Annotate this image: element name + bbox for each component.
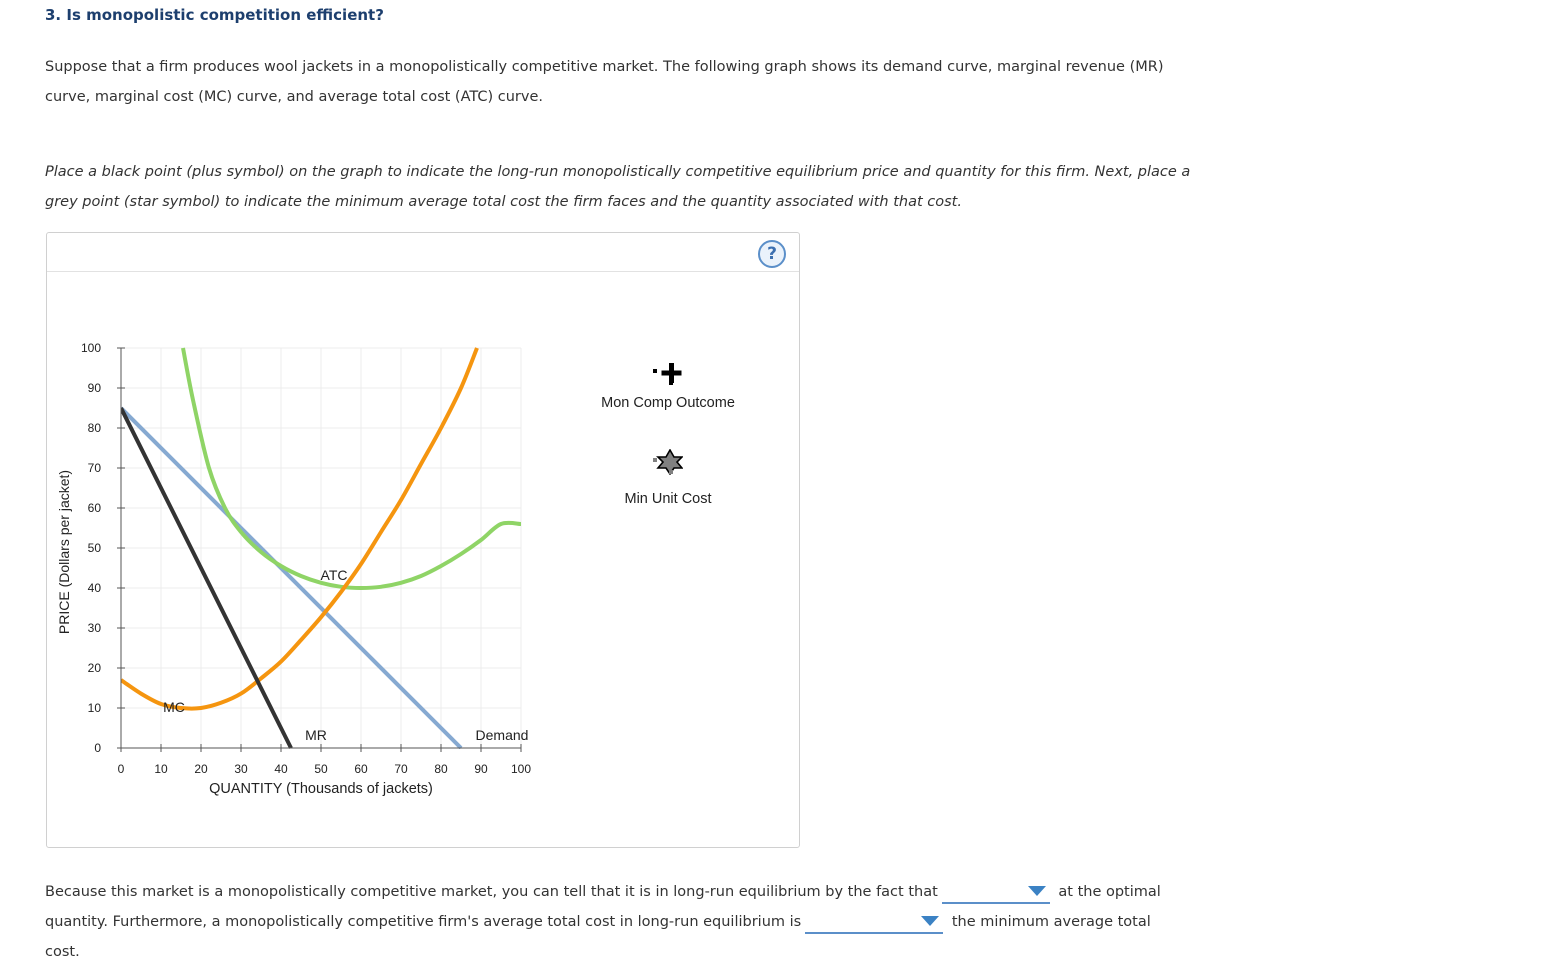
- star-symbol-icon: [653, 449, 683, 475]
- answer-paragraph: [45, 877, 1175, 967]
- x-tick-label: 20: [194, 762, 208, 776]
- mc-curve: [121, 348, 477, 709]
- y-tick-label: 60: [87, 501, 101, 515]
- y-tick-label: 80: [87, 421, 101, 435]
- y-tick-label: 30: [87, 621, 101, 635]
- y-tick-label: 100: [80, 341, 101, 355]
- x-tick-label: 90: [474, 762, 488, 776]
- min-unit-cost-label: Min Unit Cost: [624, 491, 712, 507]
- chevron-down-icon: [1028, 886, 1046, 896]
- answer-text-part2: at the optimal quantity. Furthermore, a monopolistically competitive firm's average total cost in long-run equilibrium is: [45, 884, 1161, 930]
- y-tick-label: 90: [87, 381, 101, 395]
- mon-comp-outcome-label: Mon Comp Outcome: [601, 395, 735, 411]
- mc-label: MC: [163, 699, 185, 715]
- plus-symbol-icon: [653, 361, 683, 387]
- mon-comp-outcome-tool[interactable]: [588, 361, 748, 411]
- x-tick-label: 80: [434, 762, 448, 776]
- x-axis-label: QUANTITY (Thousands of jackets): [209, 781, 433, 797]
- answer-text-part3: the minimum average total cost.: [45, 914, 1151, 960]
- dropdown-atc-comparison[interactable]: [805, 910, 943, 934]
- x-tick-label: 60: [354, 762, 368, 776]
- atc-label: ATC: [320, 567, 348, 583]
- y-tick-label: 10: [87, 701, 101, 715]
- chart-grid: [121, 348, 521, 748]
- graph-panel: [46, 232, 800, 848]
- y-tick-label: 40: [87, 581, 101, 595]
- y-tick-label: 70: [87, 461, 101, 475]
- y-tick-label: 20: [87, 661, 101, 675]
- question-instructions: Place a black point (plus symbol) on the graph to indicate the long-run monopolistically competitive equilibrium price and quantity for this firm. Next, place a grey point (star symbol) to indicate the minimum average total cost the firm faces and the quantity associated with that cost.: [45, 164, 1191, 210]
- demand-label: Demand: [475, 727, 529, 743]
- x-tick-label: 30: [234, 762, 248, 776]
- y-tick-label: 0: [94, 741, 101, 755]
- min-unit-cost-tool[interactable]: [588, 449, 748, 507]
- question-intro: Suppose that a firm produces wool jackets in a monopolistically competitive market. The following graph shows its demand curve, marginal revenue (MR) curve, marginal cost (MC) curve, and average total cost (ATC) curve.: [45, 59, 1164, 105]
- answer-text-part1: Because this market is a monopolistically competitive market, you can tell that it is in long-run equilibrium by the fact that: [45, 884, 938, 900]
- dropdown-equilibrium-condition[interactable]: [942, 880, 1050, 904]
- chart-axes: [81, 341, 531, 776]
- y-tick-label: 50: [87, 541, 101, 555]
- x-tick-label: 50: [314, 762, 328, 776]
- help-icon[interactable]: ?: [758, 240, 786, 268]
- y-axis-label: PRICE (Dollars per jacket): [56, 469, 72, 635]
- mr-label: MR: [305, 727, 327, 743]
- x-tick-label: 0: [117, 762, 125, 776]
- x-tick-label: 10: [154, 762, 168, 776]
- chart-area[interactable]: [47, 233, 799, 847]
- x-tick-label: 70: [394, 762, 408, 776]
- x-tick-label: 100: [510, 762, 532, 776]
- x-tick-label: 40: [274, 762, 288, 776]
- question-title: 3. Is monopolistic competition efficient?: [45, 6, 384, 24]
- chevron-down-icon: [921, 916, 939, 926]
